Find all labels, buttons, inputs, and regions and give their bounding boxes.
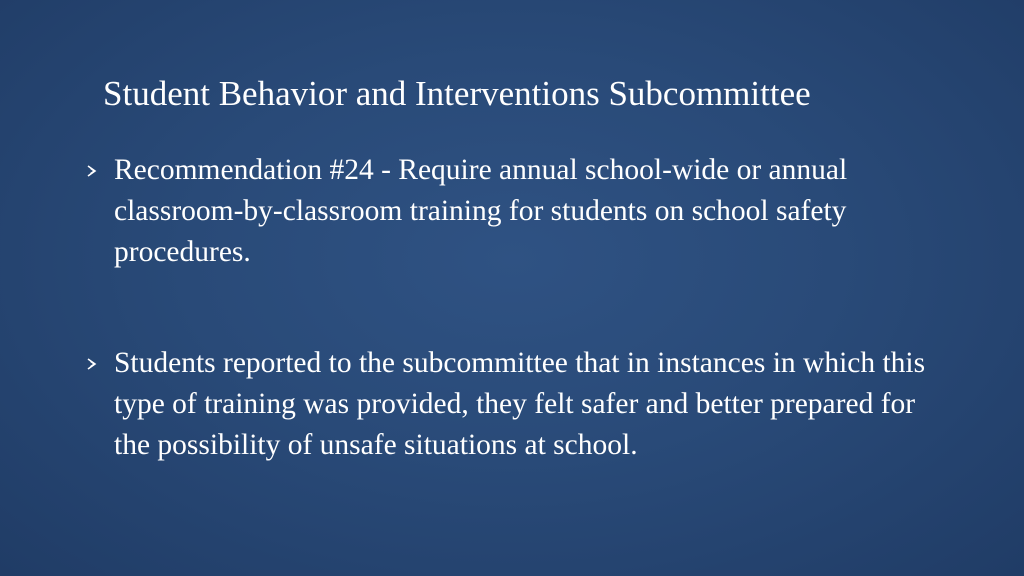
bullet-text: Students reported to the subcommittee that in instances in which this type of training was provided, they felt safer and better prepared for the possibility of unsafe situations at school. [114,347,926,461]
slide-title: Student Behavior and Interventions Subcommittee [103,74,811,113]
bullet-text: Recommendation #24 - Require annual school-wide or annual classroom-by-classroom training for students on school safety procedures. [114,154,848,268]
arrow-bullet-icon [85,164,99,178]
bullet-item [85,343,945,466]
arrow-bullet-icon [85,357,99,371]
bullet-list [85,150,945,466]
bullet-item [85,150,945,273]
